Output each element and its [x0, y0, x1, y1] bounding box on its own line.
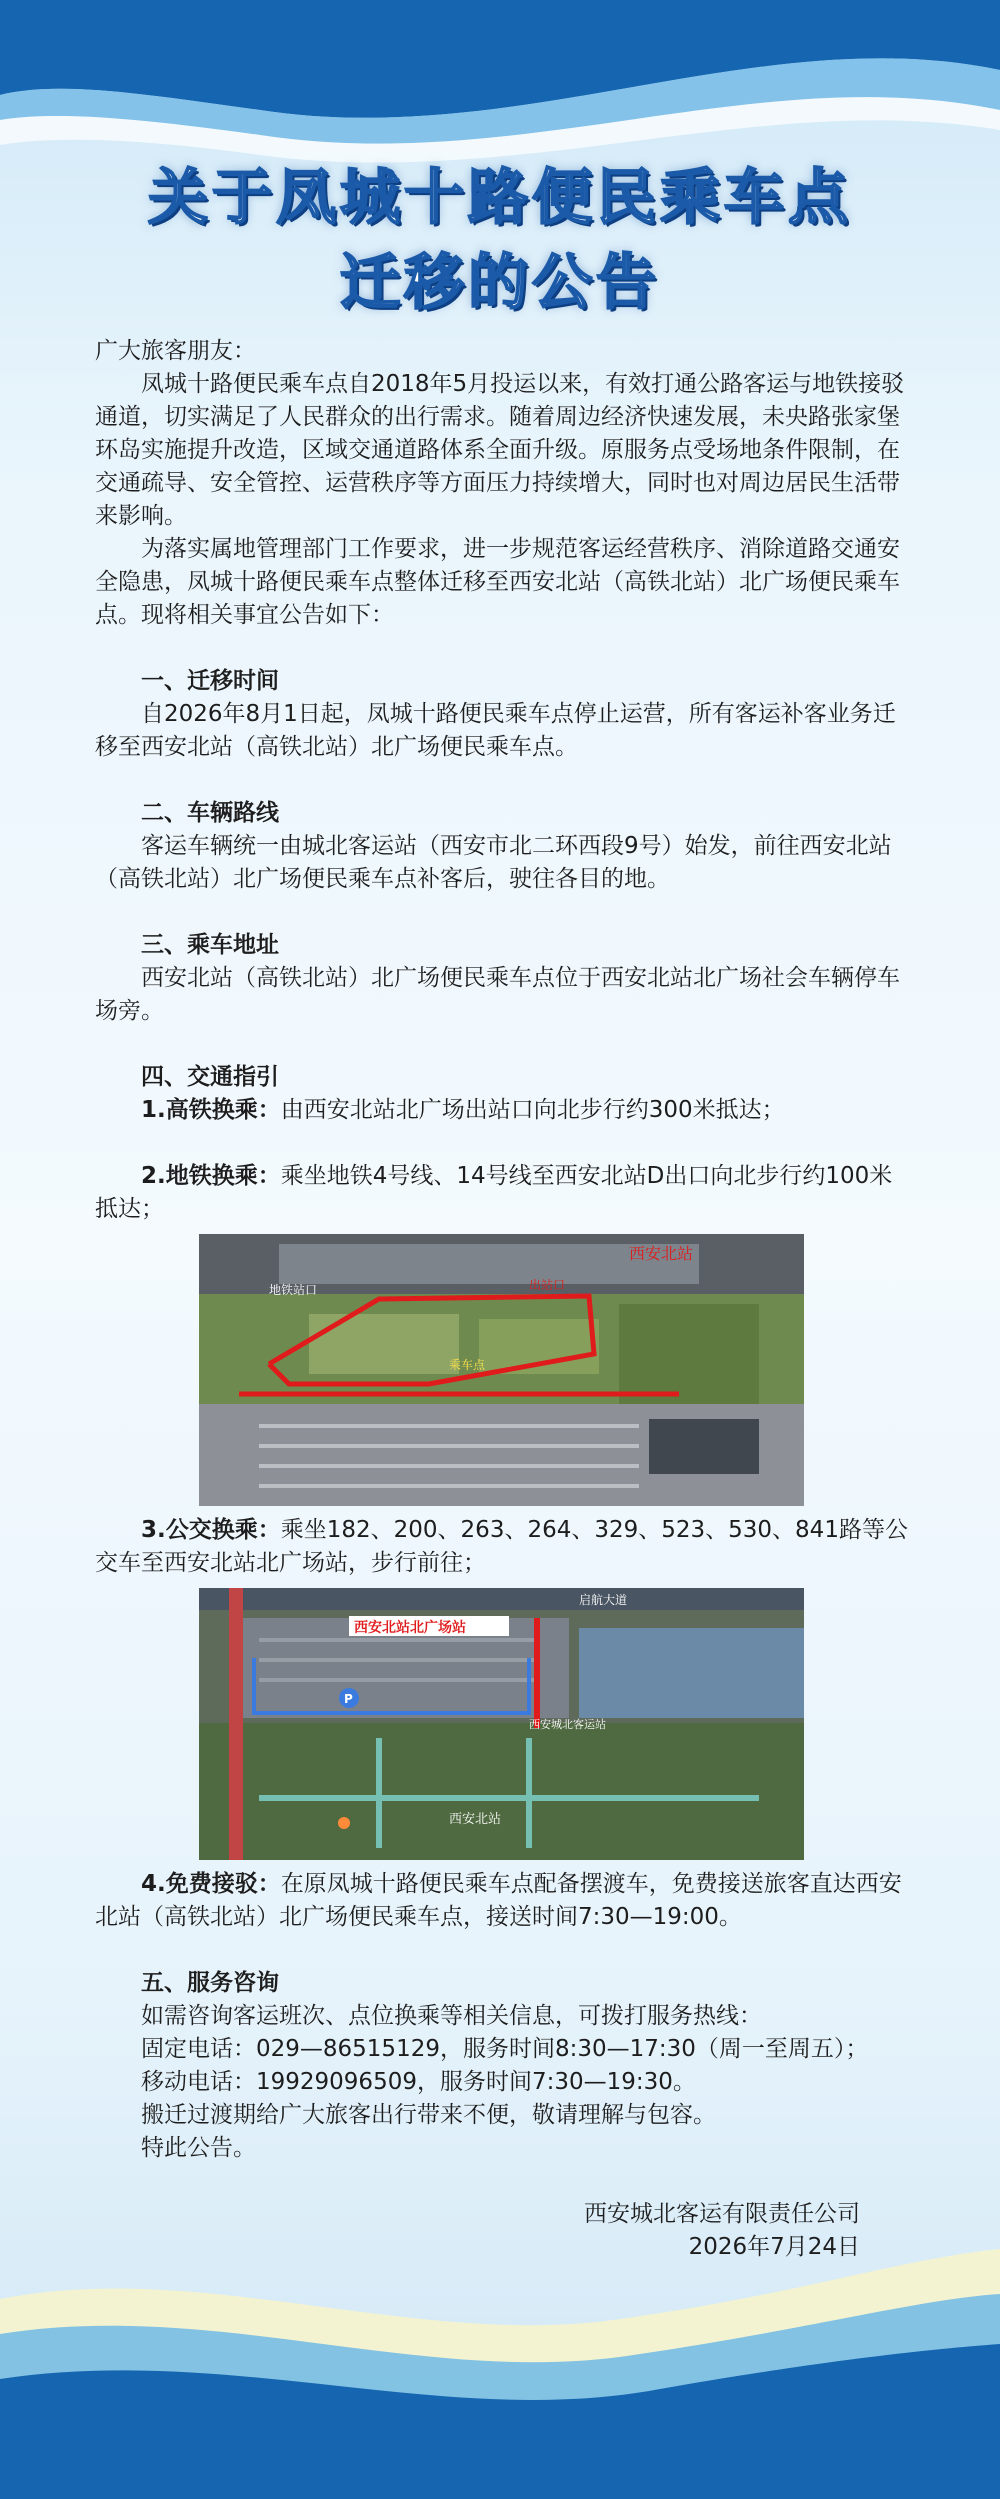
- map2-road-label: 启航大道: [579, 1593, 628, 1607]
- section-heading-2: 二、车辆路线: [141, 800, 279, 826]
- section-body-2: 客运车辆统一由城北客运站（西安市北二环西段9号）始发，前往西安北站（高铁北站）北广场便民乘车点补客后，驶往各目的地。: [95, 833, 892, 892]
- map1-label-stop: 乘车点: [449, 1358, 486, 1372]
- guide-item-text: 在原凤城十路便民乘车点配备摆渡车，免费接送旅客直达西安北站（高铁北站）北广场便民乘车点，接送时间7:30—19:00。: [95, 1871, 902, 1930]
- map1-label-exit: 出站口: [529, 1278, 566, 1292]
- section-heading-3: 三、乘车地址: [141, 932, 279, 958]
- section-body-1: 自2026年8月1日起，凤城十路便民乘车点停止运营，所有客运补客业务迁移至西安北站（高铁北站）北广场便民乘车点。: [95, 701, 896, 760]
- guide-item-text: 由西安北站北广场出站口向北步行约300米抵达；: [280, 1097, 785, 1123]
- guide-item-label: 2.地铁换乘：: [141, 1163, 281, 1189]
- guide-item-label: 3.公交换乘：: [141, 1517, 281, 1543]
- guide-item-label: 4.免费接驳：: [141, 1871, 281, 1897]
- section-heading-4: 四、交通指引: [141, 1064, 279, 1090]
- signature-date: 2026年7月24日: [688, 2234, 860, 2260]
- greeting: 广大旅客朋友：: [95, 338, 256, 364]
- guide-item-text: 乘坐地铁4号线、14号线至西安北站D出口向北步行约100米抵达；: [95, 1163, 893, 1222]
- section-heading-1: 一、迁移时间: [141, 668, 279, 694]
- guide-item-4: [95, 1868, 910, 1934]
- parking-icon: P: [344, 1692, 353, 1706]
- service-apology: 搬迁过渡期给广大旅客出行带来不便，敬请理解与包容。: [141, 2102, 716, 2128]
- service-closing: 特此公告。: [141, 2135, 256, 2161]
- service-line-1: 如需咨询客运班次、点位换乘等相关信息，可拨打服务热线：: [141, 2003, 762, 2029]
- bottom-wave-decoration: [0, 2239, 1000, 2499]
- map1-station-label: 西安北站: [629, 1244, 694, 1263]
- section-body-3: 西安北站（高铁北站）北广场便民乘车点位于西安北站北广场社会车辆停车场旁。: [95, 965, 900, 1024]
- guide-item-label: 1.高铁换乘：: [141, 1097, 281, 1123]
- intro-paragraph-2: 为落实属地管理部门工作要求，进一步规范客运经营秩序、消除道路交通安全隐患，凤城十路便民乘车点整体迁移至西安北站（高铁北站）北广场便民乘车点。现将相关事宜公告如下：: [95, 536, 900, 628]
- notice-title-line1: 关于凤城十路便民乘车点: [148, 163, 852, 233]
- map1-label-metro: 地铁站口: [269, 1283, 318, 1297]
- service-landline: 固定电话：029—86515129，服务时间8:30—17:30（周一至周五）；: [141, 2036, 869, 2062]
- signature-org: 西安城北客运有限责任公司: [584, 2201, 860, 2227]
- guide-item-2: [95, 1160, 910, 1226]
- map2-station-label: 西安北站: [449, 1812, 502, 1827]
- section-heading-5: 五、服务咨询: [141, 1970, 279, 1996]
- map2-coach-station-label: 西安城北客运站: [529, 1718, 606, 1731]
- intro-paragraph-1: 凤城十路便民乘车点自2018年5月投运以来，有效打通公路客运与地铁接驳通道，切实满足了人民群众的出行需求。随着周边经济快速发展，未央路张家堡环岛实施提升改造，区域交通道路体系全面升级。原服务点受场地条件限制，在交通疏导、安全管控、运营秩序等方面压力持续增大，同时也对周边居民生活带来影响。: [95, 371, 905, 529]
- guide-item-3: [95, 1514, 910, 1580]
- aerial-map-station: [199, 1234, 804, 1506]
- service-mobile: 移动电话：19929096509，服务时间7:30—19:30。: [141, 2069, 696, 2095]
- map2-bus-stop-label: 西安北站北广场站: [354, 1620, 466, 1636]
- guide-item-1: [95, 1094, 910, 1127]
- aerial-map-bus-stop: [199, 1588, 804, 1860]
- notice-body: [95, 335, 910, 2264]
- notice-title-line2: 迁移的公告: [340, 248, 660, 318]
- guide-item-text: 乘坐182、200、263、264、329、523、530、841路等公交车至西安北站北广场站，步行前往；: [95, 1517, 908, 1576]
